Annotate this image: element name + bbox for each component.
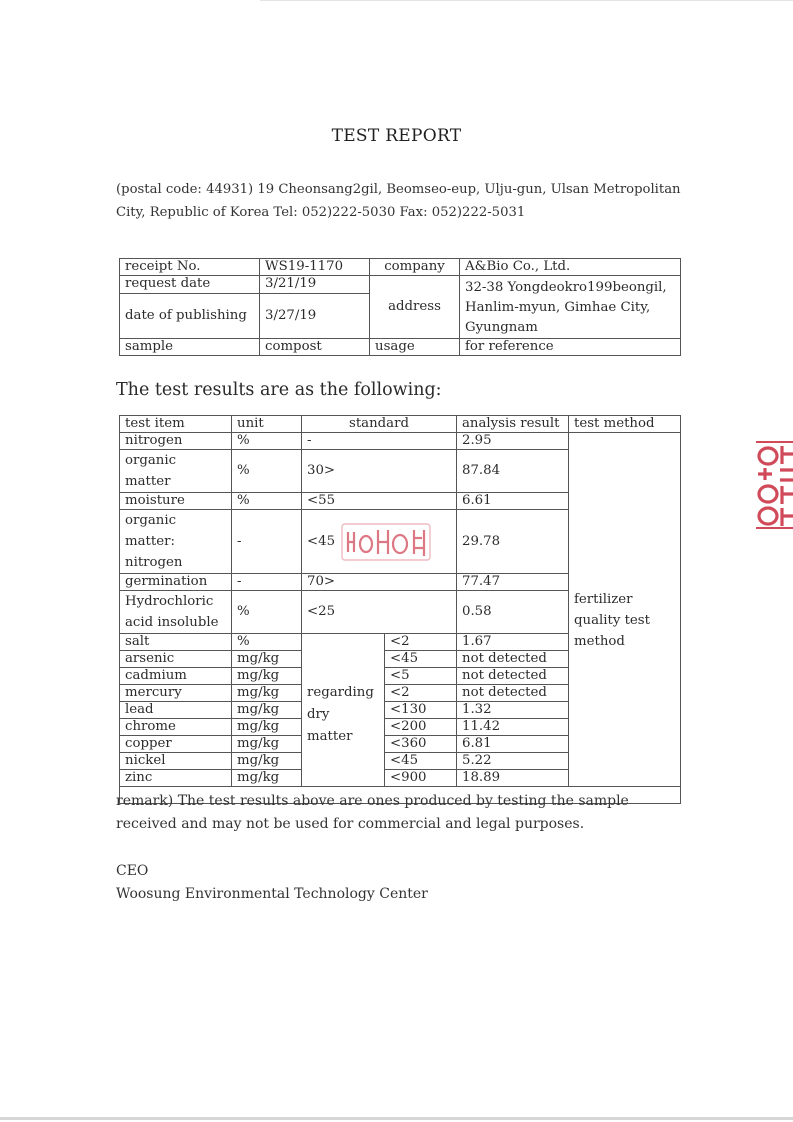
- test-item: zinc: [120, 770, 232, 787]
- faint-seal-stamp: [340, 518, 432, 564]
- standard: <900: [385, 770, 457, 787]
- test-item: arsenic: [120, 651, 232, 668]
- header-test-item: test item: [120, 416, 232, 433]
- header-analysis-result: analysis result: [457, 416, 569, 433]
- address-line-1: (postal code: 44931) 19 Cheonsang2gil, Beomseo-eup, Ulju-gun, Ulsan Metropolitan: [116, 182, 681, 197]
- analysis-result: 18.89: [457, 770, 569, 787]
- usage-value: for reference: [460, 339, 681, 356]
- test-item: mercury: [120, 685, 232, 702]
- analysis-result: 1.32: [457, 702, 569, 719]
- usage-label: usage: [370, 339, 460, 356]
- unit: -: [232, 574, 302, 591]
- unit: mg/kg: [232, 719, 302, 736]
- receipt-label: receipt No.: [120, 259, 260, 276]
- test-item: [120, 591, 232, 634]
- signatory-title: CEO: [116, 863, 149, 879]
- unit: -: [232, 510, 302, 574]
- dry-matter-line-3: matter: [307, 729, 353, 744]
- test-item: germination: [120, 574, 232, 591]
- standard: <55: [302, 493, 457, 510]
- request-date-label: request date: [120, 276, 260, 294]
- unit: mg/kg: [232, 685, 302, 702]
- standard: <25: [302, 591, 457, 634]
- standard: 30>: [302, 450, 457, 493]
- page-top-edge: [260, 0, 793, 1]
- company-address: [460, 276, 681, 339]
- test-item-line: Hydrochloric: [125, 594, 214, 609]
- request-date-value: 3/21/19: [260, 276, 370, 294]
- remark-line-2: received and may not be used for commercial and legal purposes.: [116, 816, 585, 832]
- analysis-result: 6.81: [457, 736, 569, 753]
- test-item-line: matter:: [125, 534, 175, 549]
- company-address-line-3: Gyungnam: [465, 320, 538, 335]
- unit: mg/kg: [232, 668, 302, 685]
- test-item: chrome: [120, 719, 232, 736]
- standard: <360: [385, 736, 457, 753]
- page-bottom-edge: [0, 1117, 793, 1120]
- publishing-date-label: date of publishing: [120, 293, 260, 338]
- receipt-info-table: [119, 258, 681, 356]
- standard: <130: [385, 702, 457, 719]
- results-intro: The test results are as the following:: [116, 380, 442, 400]
- standard: <2: [385, 634, 457, 651]
- test-method-line-1: fertilizer: [574, 592, 633, 607]
- test-item-line: matter: [125, 474, 171, 489]
- unit: %: [232, 493, 302, 510]
- analysis-result: not detected: [457, 668, 569, 685]
- publishing-date-value: 3/27/19: [260, 293, 370, 338]
- test-item: [120, 450, 232, 493]
- standard: 70>: [302, 574, 457, 591]
- unit: %: [232, 450, 302, 493]
- standard: <45: [385, 651, 457, 668]
- standard: -: [302, 433, 457, 450]
- unit: mg/kg: [232, 702, 302, 719]
- analysis-result: 2.95: [457, 433, 569, 450]
- analysis-result: 5.22: [457, 753, 569, 770]
- receipt-value: WS19-1170: [260, 259, 370, 276]
- standard: <200: [385, 719, 457, 736]
- unit: %: [232, 634, 302, 651]
- test-results-table: [119, 415, 681, 804]
- test-method-line-2: quality test: [574, 613, 650, 628]
- company-label: company: [370, 259, 460, 276]
- sample-label: sample: [120, 339, 260, 356]
- analysis-result: 77.47: [457, 574, 569, 591]
- analysis-result: 11.42: [457, 719, 569, 736]
- company-value: A&Bio Co., Ltd.: [460, 259, 681, 276]
- test-method-line-3: method: [574, 634, 625, 649]
- dry-matter-line-2: dry: [307, 707, 330, 722]
- analysis-result: 1.67: [457, 634, 569, 651]
- test-item-line: acid insoluble: [125, 615, 219, 630]
- test-method-cell: [569, 433, 681, 787]
- remark-line-1: remark) The test results above are ones produced by testing the sample: [116, 793, 629, 809]
- test-item: [120, 510, 232, 574]
- test-item: moisture: [120, 493, 232, 510]
- header-standard: standard: [302, 416, 457, 433]
- official-seal-stamp: [752, 438, 793, 532]
- test-item: lead: [120, 702, 232, 719]
- test-item-line: organic: [125, 513, 177, 528]
- analysis-result: 29.78: [457, 510, 569, 574]
- test-item: nitrogen: [120, 433, 232, 450]
- company-address-line-2: Hanlim-myun, Gimhae City,: [465, 300, 651, 315]
- unit: mg/kg: [232, 736, 302, 753]
- unit: %: [232, 591, 302, 634]
- header-unit: unit: [232, 416, 302, 433]
- unit: mg/kg: [232, 651, 302, 668]
- table-row: [120, 433, 681, 450]
- standard: <2: [385, 685, 457, 702]
- header-test-method: test method: [569, 416, 681, 433]
- unit: mg/kg: [232, 770, 302, 787]
- analysis-result: 6.61: [457, 493, 569, 510]
- company-address-line-1: 32-38 Yongdeokro199beongil,: [465, 280, 667, 295]
- analysis-result: 87.84: [457, 450, 569, 493]
- analysis-result: not detected: [457, 685, 569, 702]
- standard: <45: [385, 753, 457, 770]
- dry-matter-line-1: regarding: [307, 685, 374, 700]
- standard: <45: [302, 510, 457, 574]
- signatory-organization: Woosung Environmental Technology Center: [116, 886, 428, 902]
- document-title: TEST REPORT: [331, 126, 462, 146]
- test-item: copper: [120, 736, 232, 753]
- unit: %: [232, 433, 302, 450]
- dry-matter-cell: [302, 634, 385, 787]
- address-label: address: [370, 276, 460, 339]
- address-line-2: City, Republic of Korea Tel: 052)222-5030 Fax: 052)222-5031: [116, 205, 526, 220]
- standard: <5: [385, 668, 457, 685]
- analysis-result: not detected: [457, 651, 569, 668]
- analysis-result: 0.58: [457, 591, 569, 634]
- unit: mg/kg: [232, 753, 302, 770]
- test-item: salt: [120, 634, 232, 651]
- test-item: cadmium: [120, 668, 232, 685]
- test-item-line: nitrogen: [125, 555, 183, 570]
- test-item-line: organic: [125, 453, 177, 468]
- sample-value: compost: [260, 339, 370, 356]
- test-item: nickel: [120, 753, 232, 770]
